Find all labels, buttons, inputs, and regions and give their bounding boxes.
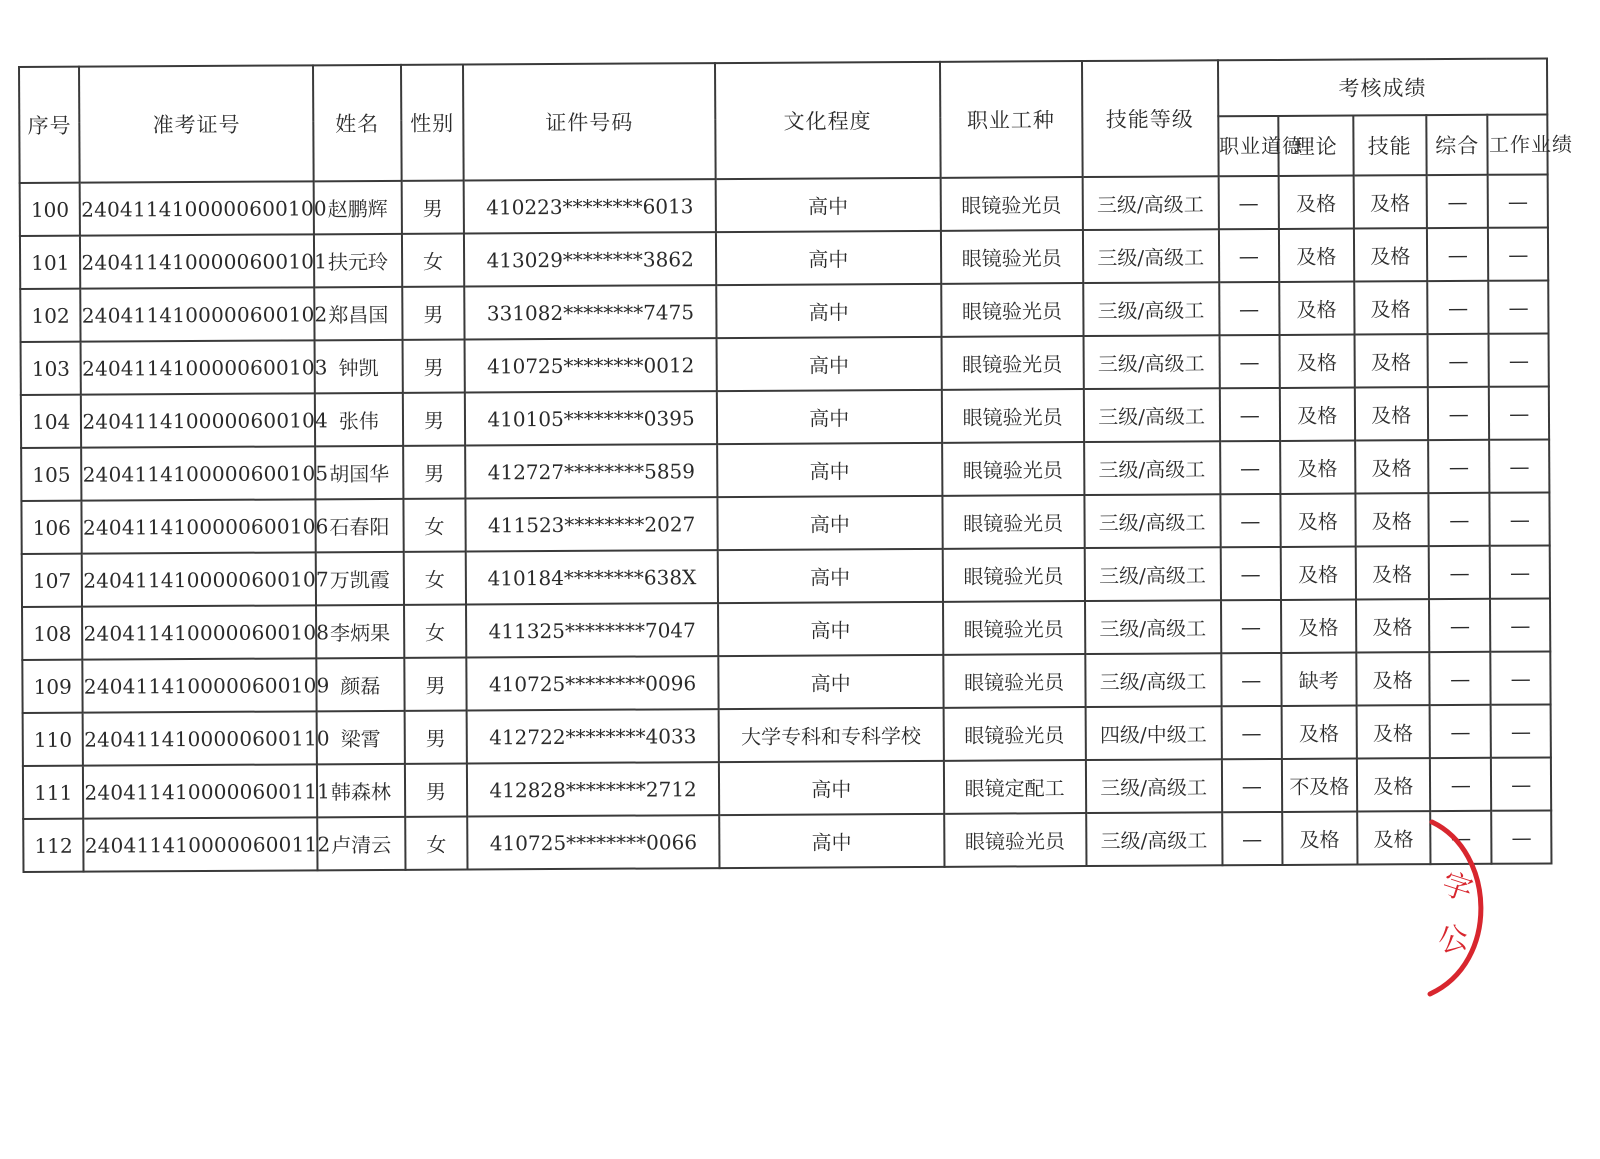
cell-overall: — [1429, 546, 1491, 599]
cell-id-no: 412828********2712 [467, 762, 719, 816]
cell-skill-level: 三级/高级工 [1083, 229, 1219, 283]
cell-gender: 男 [404, 658, 467, 711]
cell-skill-level: 三级/高级工 [1083, 335, 1219, 389]
cell-seq: 106 [21, 501, 82, 554]
cell-exam-no: 2404114100000600108 [82, 605, 316, 659]
cell-id-no: 413029********3862 [464, 232, 716, 286]
cell-name: 郑昌国 [314, 287, 402, 340]
cell-education: 高中 [716, 178, 941, 232]
cell-name: 胡国华 [315, 446, 403, 499]
cell-exam-no: 2404114100000600104 [81, 393, 315, 447]
cell-education: 高中 [718, 602, 943, 656]
cell-ethics: — [1218, 229, 1279, 282]
cell-occupation: 眼镜验光员 [942, 548, 1084, 602]
header-name: 姓名 [313, 65, 401, 181]
cell-gender: 女 [405, 817, 468, 870]
cell-gender: 女 [403, 552, 466, 605]
cell-skill: 及格 [1356, 705, 1430, 758]
cell-exam-no: 2404114100000600101 [80, 234, 314, 288]
cell-skill: 及格 [1354, 387, 1428, 440]
cell-skill: 及格 [1354, 281, 1428, 334]
cell-seq: 102 [20, 289, 81, 342]
cell-theory: 及格 [1282, 706, 1357, 759]
cell-gender: 男 [403, 446, 466, 499]
cell-exam-no: 2404114100000600112 [84, 817, 318, 871]
cell-ethics: — [1221, 706, 1282, 759]
cell-exam-no: 2404114100000600106 [82, 499, 316, 553]
cell-gender: 女 [404, 605, 467, 658]
cell-name: 万凯霞 [316, 552, 404, 605]
table-row [21, 492, 1549, 554]
cell-skill-level: 三级/高级工 [1083, 388, 1219, 442]
cell-seq: 100 [20, 183, 81, 236]
table-row [20, 280, 1548, 342]
table-row [22, 545, 1550, 607]
cell-theory: 及格 [1279, 282, 1354, 335]
header-skill-level: 技能等级 [1082, 60, 1219, 177]
cell-theory: 及格 [1280, 335, 1355, 388]
header-exam-no: 准考证号 [79, 65, 313, 182]
cell-skill: 及格 [1356, 758, 1430, 811]
cell-work-perf: — [1489, 333, 1549, 386]
cell-seq: 112 [23, 819, 84, 872]
cell-overall: — [1430, 705, 1492, 758]
cell-skill: 及格 [1356, 599, 1430, 652]
header-overall: 综合 [1426, 115, 1488, 175]
cell-skill: 及格 [1354, 334, 1428, 387]
cell-education: 高中 [719, 761, 944, 815]
table-row [22, 651, 1550, 713]
cell-id-no: 410184********638X [466, 550, 718, 604]
header-theory: 理论 [1278, 116, 1353, 176]
cell-id-no: 410725********0066 [467, 815, 719, 869]
cell-overall: — [1429, 652, 1491, 705]
cell-skill: 及格 [1356, 652, 1430, 705]
cell-seq: 110 [23, 713, 84, 766]
cell-id-no: 411325********7047 [466, 603, 718, 657]
cell-gender: 女 [403, 499, 466, 552]
cell-overall: — [1429, 599, 1491, 652]
cell-work-perf: — [1488, 174, 1548, 227]
cell-gender: 男 [404, 711, 467, 764]
cell-theory: 及格 [1282, 812, 1357, 865]
cell-education: 高中 [716, 284, 941, 338]
header-education: 文化程度 [715, 62, 940, 179]
cell-gender: 男 [402, 340, 465, 393]
cell-seq: 109 [22, 660, 83, 713]
cell-occupation: 眼镜验光员 [941, 230, 1083, 284]
cell-overall: — [1427, 281, 1489, 334]
cell-occupation: 眼镜定配工 [943, 760, 1085, 814]
cell-ethics: — [1218, 176, 1279, 229]
cell-gender: 女 [402, 234, 465, 287]
cell-occupation: 眼镜验光员 [944, 813, 1086, 867]
table-header [19, 58, 1573, 183]
cell-skill: 及格 [1353, 175, 1427, 228]
cell-skill-level: 三级/高级工 [1084, 547, 1220, 601]
cell-occupation: 眼镜验光员 [943, 707, 1085, 761]
cell-seq: 107 [22, 554, 83, 607]
cell-skill-level: 四级/中级工 [1085, 706, 1221, 760]
results-sheet [18, 57, 1573, 873]
cell-name: 梁霄 [317, 711, 405, 764]
cell-work-perf: — [1488, 227, 1548, 280]
cell-occupation: 眼镜验光员 [943, 654, 1085, 708]
svg-text:字: 字 [1437, 866, 1477, 909]
table-row [22, 598, 1550, 660]
cell-work-perf: — [1491, 704, 1551, 757]
cell-occupation: 眼镜验光员 [940, 177, 1082, 231]
cell-overall: — [1428, 334, 1490, 387]
cell-education: 大学专科和专科学校 [719, 708, 944, 762]
cell-exam-no: 2404114100000600111 [83, 764, 317, 818]
cell-education: 高中 [718, 655, 943, 709]
cell-work-perf: — [1491, 757, 1551, 810]
cell-skill-level: 三级/高级工 [1082, 176, 1218, 230]
cell-name: 颜磊 [316, 658, 404, 711]
table-row [21, 386, 1549, 448]
cell-occupation: 眼镜验光员 [941, 389, 1083, 443]
header-id-no: 证件号码 [463, 63, 715, 180]
cell-theory: 及格 [1279, 176, 1354, 229]
cell-seq: 101 [20, 236, 81, 289]
cell-occupation: 眼镜验光员 [941, 283, 1083, 337]
cell-exam-no: 2404114100000600100 [80, 181, 314, 235]
cell-skill-level: 三级/高级工 [1084, 494, 1220, 548]
cell-theory: 不及格 [1282, 759, 1357, 812]
cell-name: 扶元玲 [314, 234, 402, 287]
table-row [21, 439, 1549, 501]
cell-exam-no: 2404114100000600107 [82, 552, 316, 606]
cell-name: 钟凯 [315, 340, 403, 393]
cell-education: 高中 [717, 443, 942, 497]
cell-skill-level: 三级/高级工 [1085, 759, 1221, 813]
cell-ethics: — [1222, 812, 1283, 865]
table-row [23, 704, 1551, 766]
header-work-perf: 工作业绩 [1488, 114, 1548, 174]
cell-skill-level: 三级/高级工 [1085, 653, 1221, 707]
cell-education: 高中 [717, 496, 942, 550]
cell-theory: 及格 [1281, 600, 1356, 653]
cell-skill-level: 三级/高级工 [1086, 812, 1222, 866]
cell-name: 石春阳 [316, 499, 404, 552]
table-row [23, 757, 1551, 819]
cell-ethics: — [1220, 494, 1281, 547]
cell-education: 高中 [719, 814, 944, 868]
cell-gender: 男 [401, 181, 464, 234]
cell-occupation: 眼镜验光员 [942, 495, 1084, 549]
header-occupation: 职业工种 [940, 61, 1083, 178]
cell-ethics: — [1221, 653, 1282, 706]
cell-theory: 及格 [1280, 494, 1355, 547]
table-row [21, 333, 1549, 395]
cell-id-no: 410223********6013 [464, 179, 716, 233]
cell-id-no: 410725********0012 [465, 338, 717, 392]
cell-theory: 及格 [1280, 441, 1355, 494]
cell-ethics: — [1220, 547, 1281, 600]
cell-overall: — [1427, 175, 1489, 228]
cell-education: 高中 [716, 337, 941, 391]
cell-education: 高中 [716, 231, 941, 285]
cell-occupation: 眼镜验光员 [943, 601, 1085, 655]
cell-work-perf: — [1490, 439, 1550, 492]
cell-name: 赵鹏辉 [314, 181, 402, 234]
cell-theory: 及格 [1279, 229, 1354, 282]
cell-exam-no: 2404114100000600102 [81, 287, 315, 341]
cell-ethics: — [1220, 441, 1281, 494]
cell-work-perf: — [1489, 280, 1549, 333]
cell-seq: 111 [23, 766, 84, 819]
cell-occupation: 眼镜验光员 [942, 442, 1084, 496]
cell-skill: 及格 [1355, 493, 1429, 546]
cell-skill: 及格 [1355, 546, 1429, 599]
table-body [20, 174, 1552, 872]
cell-name: 韩森林 [317, 764, 405, 817]
cell-id-no: 411523********2027 [466, 497, 718, 551]
cell-theory: 缺考 [1281, 653, 1356, 706]
cell-occupation: 眼镜验光员 [941, 336, 1083, 390]
table-row [20, 227, 1548, 289]
header-ethics: 职业道德 [1218, 116, 1279, 176]
cell-overall: — [1428, 493, 1490, 546]
cell-overall: — [1427, 228, 1489, 281]
cell-gender: 男 [402, 287, 465, 340]
cell-ethics: — [1219, 335, 1280, 388]
cell-theory: 及格 [1281, 547, 1356, 600]
results-table [18, 57, 1573, 873]
cell-overall: — [1430, 758, 1492, 811]
cell-theory: 及格 [1280, 388, 1355, 441]
cell-exam-no: 2404114100000600110 [83, 711, 317, 765]
cell-seq: 105 [21, 448, 82, 501]
cell-overall: — [1430, 811, 1492, 864]
svg-text:公: 公 [1435, 920, 1471, 960]
cell-overall: — [1428, 440, 1490, 493]
cell-work-perf: — [1490, 545, 1550, 598]
cell-skill: 及格 [1357, 811, 1431, 864]
cell-name: 李炳果 [316, 605, 404, 658]
header-skill: 技能 [1353, 115, 1427, 175]
cell-name: 卢清云 [317, 817, 405, 870]
cell-work-perf: — [1490, 598, 1550, 651]
cell-id-no: 331082********7475 [464, 285, 716, 339]
cell-skill: 及格 [1355, 440, 1429, 493]
cell-work-perf: — [1492, 810, 1552, 863]
cell-seq: 108 [22, 607, 83, 660]
cell-exam-no: 2404114100000600105 [82, 446, 316, 500]
cell-id-no: 412722********4033 [467, 709, 719, 763]
cell-id-no: 410105********0395 [465, 391, 717, 445]
cell-work-perf: — [1489, 386, 1549, 439]
cell-work-perf: — [1491, 651, 1551, 704]
cell-skill: 及格 [1353, 228, 1427, 281]
cell-overall: — [1428, 387, 1490, 440]
header-assessment: 考核成绩 [1218, 58, 1548, 116]
cell-education: 高中 [718, 549, 943, 603]
table-row [20, 174, 1548, 236]
cell-ethics: — [1219, 282, 1280, 335]
cell-gender: 男 [405, 764, 468, 817]
header-gender: 性别 [401, 65, 464, 181]
cell-exam-no: 2404114100000600103 [81, 340, 315, 394]
cell-skill-level: 三级/高级工 [1083, 282, 1219, 336]
cell-skill-level: 三级/高级工 [1085, 600, 1221, 654]
cell-skill-level: 三级/高级工 [1084, 441, 1220, 495]
cell-seq: 104 [21, 395, 82, 448]
cell-education: 高中 [717, 390, 942, 444]
header-seq: 序号 [19, 67, 80, 183]
cell-exam-no: 2404114100000600109 [83, 658, 317, 712]
cell-id-no: 410725********0096 [466, 656, 718, 710]
cell-work-perf: — [1490, 492, 1550, 545]
cell-ethics: — [1219, 388, 1280, 441]
table-row [23, 810, 1551, 872]
cell-ethics: — [1221, 759, 1282, 812]
cell-seq: 103 [21, 342, 82, 395]
cell-gender: 男 [403, 393, 466, 446]
cell-ethics: — [1221, 600, 1282, 653]
cell-name: 张伟 [315, 393, 403, 446]
cell-id-no: 412727********5859 [465, 444, 717, 498]
